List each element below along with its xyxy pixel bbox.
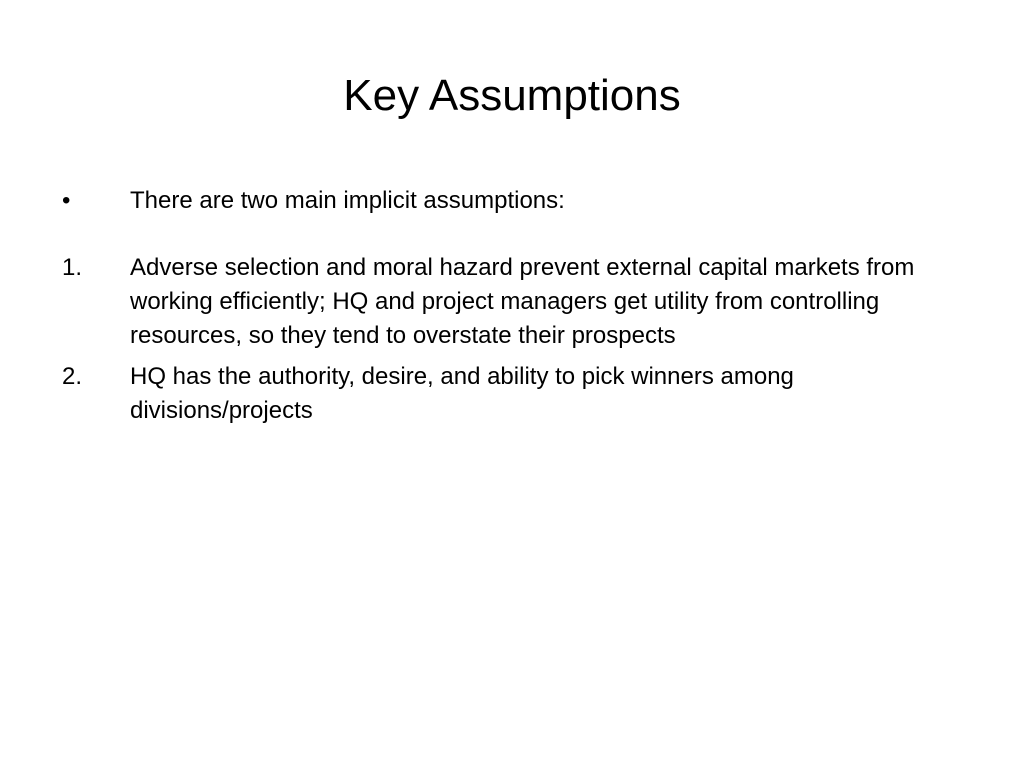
- bullet-list: [62, 184, 962, 435]
- numbered-item-2: [62, 360, 962, 428]
- numbered-text-1: Adverse selection and moral hazard prevent external capital markets from working efficiently; HQ and project managers get utility from controlling resources, so they tend to overstate their prospects: [130, 254, 915, 349]
- number-marker-1: 1.: [62, 254, 83, 281]
- numbered-text-2: HQ has the authority, desire, and ability to pick winners among divisions/projects: [130, 363, 794, 424]
- numbered-item-1: [62, 251, 962, 353]
- bullet-marker: •: [62, 187, 71, 214]
- number-marker-2: 2.: [62, 363, 83, 390]
- slide-title: Key Assumptions: [343, 71, 681, 120]
- bullet-text-intro: There are two main implicit assumptions:: [130, 187, 565, 214]
- bullet-item-intro: [62, 184, 962, 218]
